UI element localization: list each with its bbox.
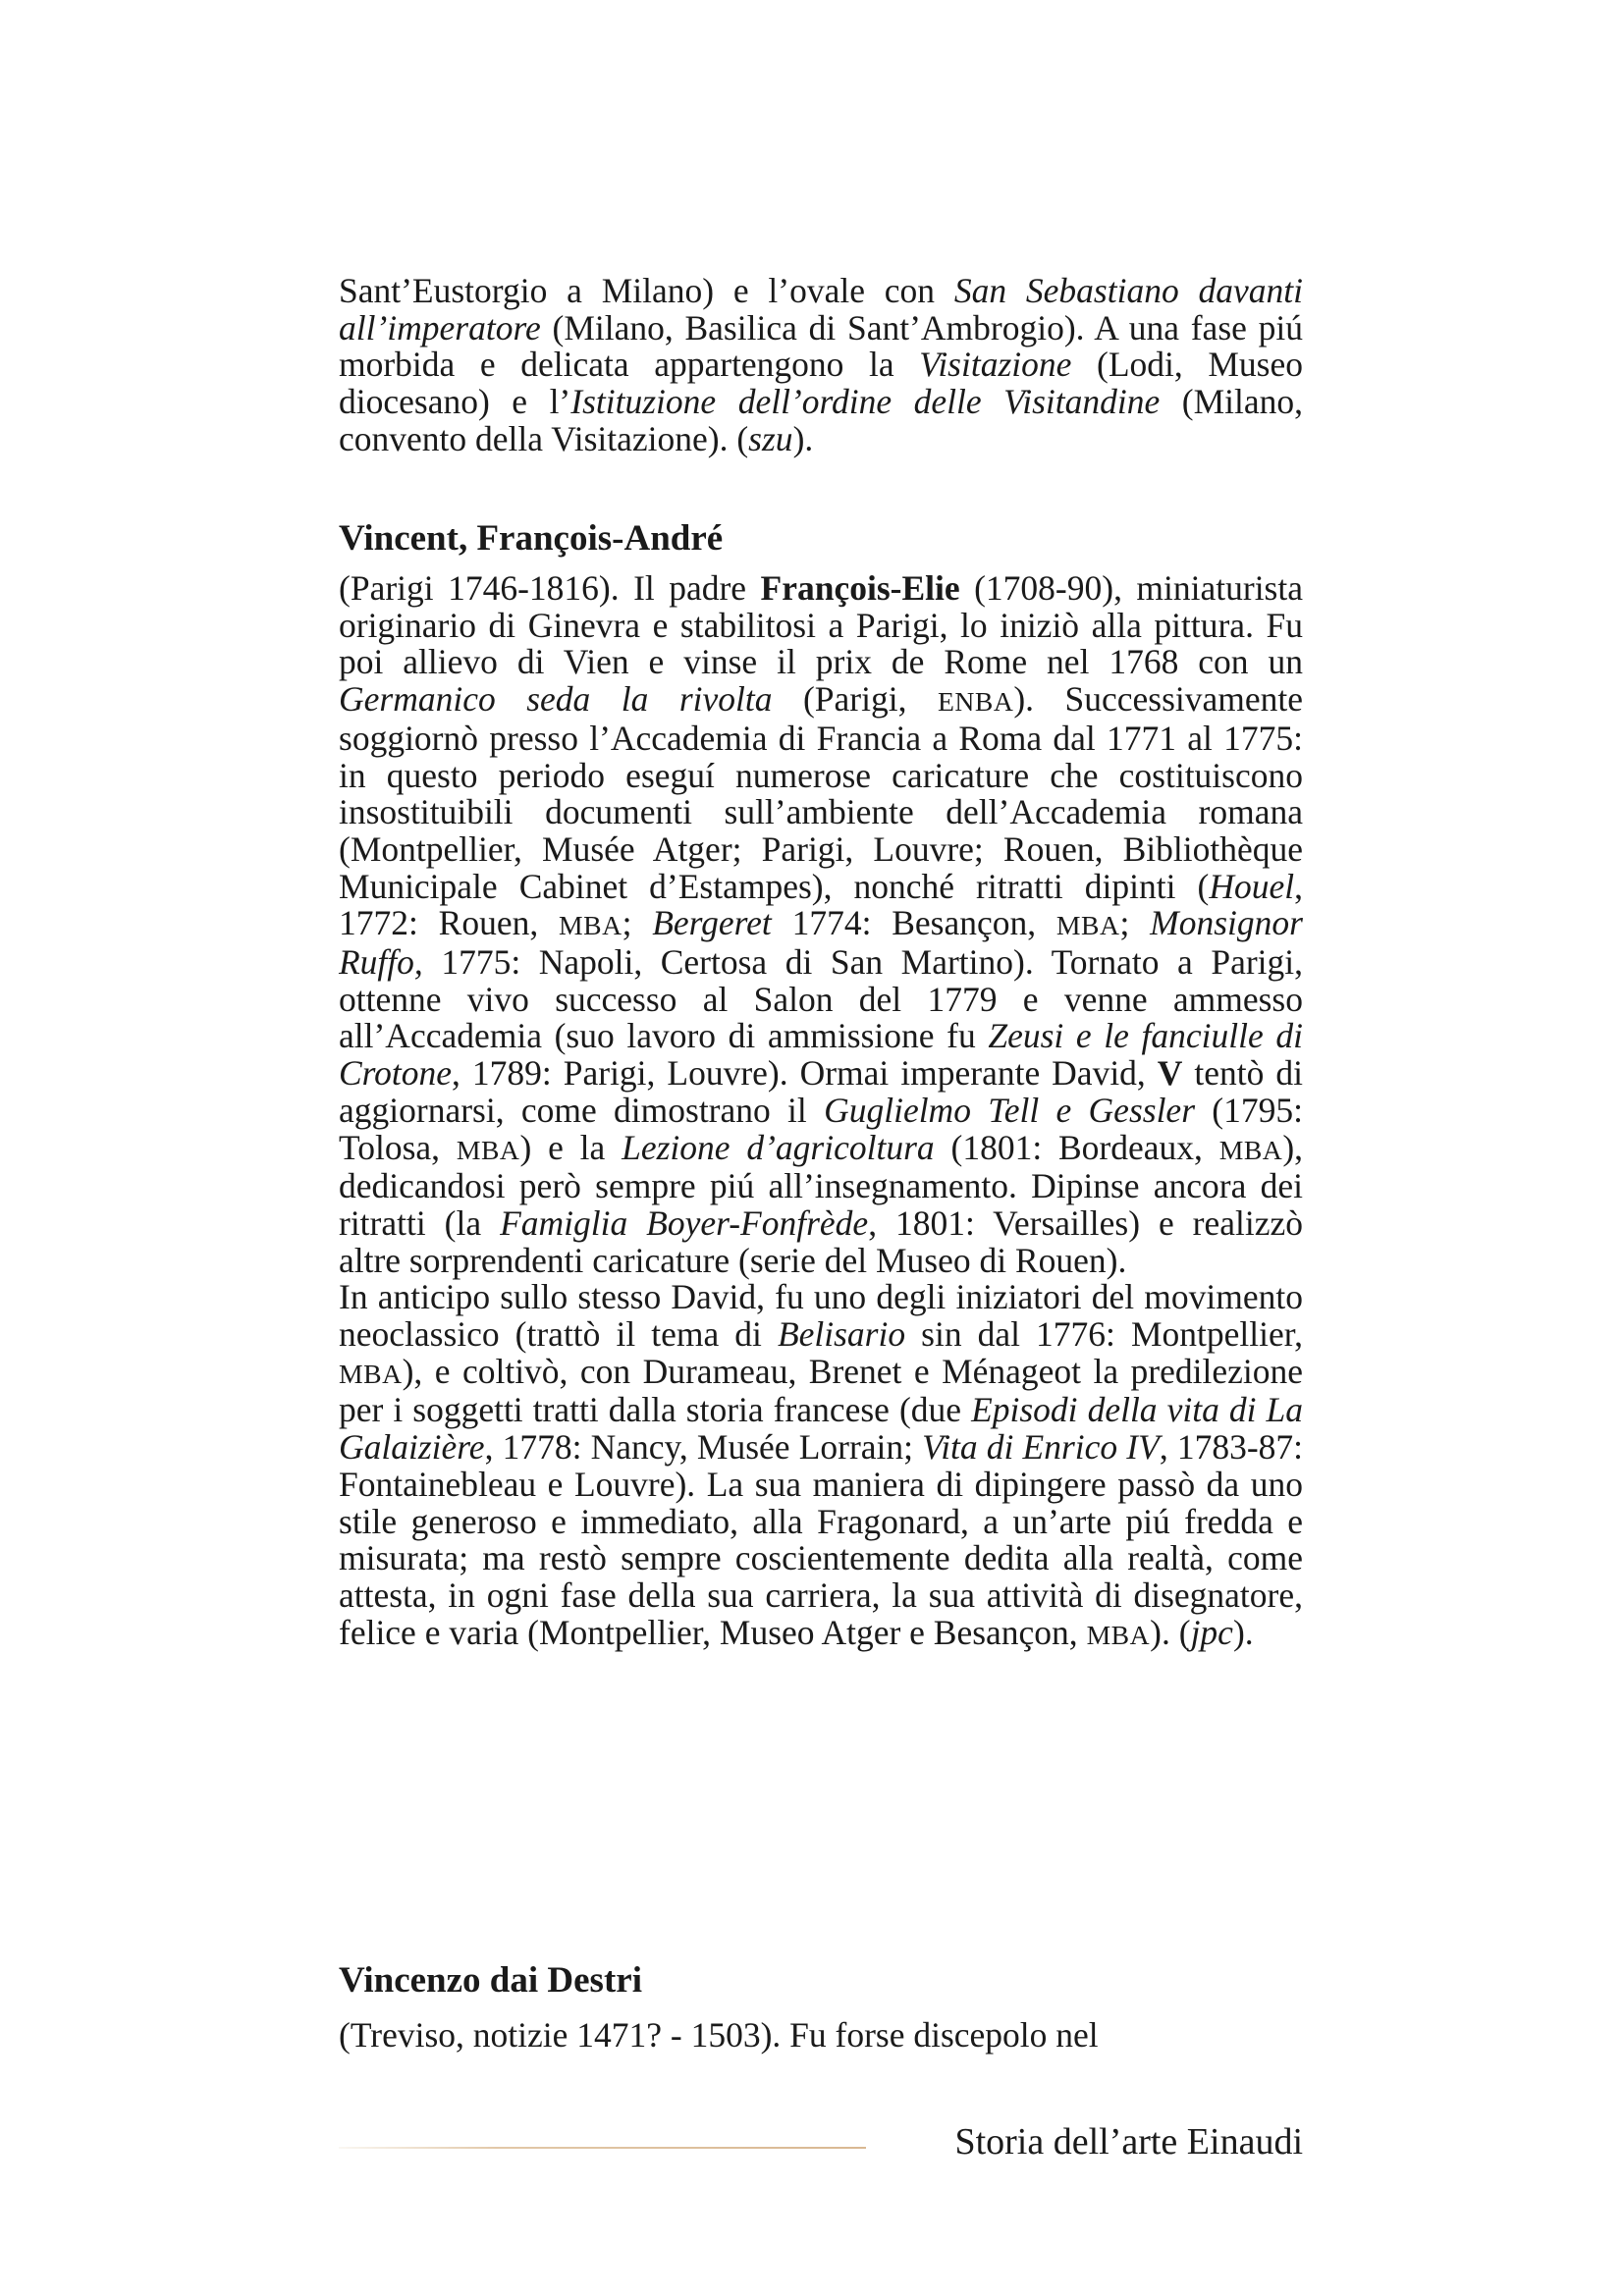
- text-run: jpc: [1190, 1612, 1233, 1652]
- text-run: ).: [792, 418, 814, 458]
- text-run: , 1778: Nancy, Musée Lorrain;: [484, 1427, 923, 1468]
- entry-paragraph: [339, 2017, 1303, 2055]
- text-run: , 1783-87: Fontainebleau e Louvre). La sua maniera di dipingere passò da uno stile generoso e immediato, alla Fragonard, a un’arte piú fredda e misurata; ma restò sempre coscientemente dedita alla realtà, come attesta, in ogni fase della sua carriera, la sua attività di disegnatore, felice e varia (Montpellier, Museo Atger e Besançon,: [339, 1427, 1304, 1652]
- text-run: ), e coltivò, con Durameau, Brenet e Ménageot la predilezione per i soggetti tratti dalla storia francese (due: [339, 1351, 1303, 1430]
- entry-body-vincenzo: [339, 2017, 1303, 2055]
- text-run: tentò di aggiornarsi, come dimostrano il: [339, 1053, 1303, 1130]
- text-run: Lezione d’agricoltura: [622, 1127, 935, 1167]
- text-run: Houel: [1209, 866, 1295, 906]
- text-run: Guglielmo Tell e Gessler: [824, 1090, 1196, 1130]
- text-run: (Milano, Basilica di Sant’Ambrogio). A una fase piú morbida e delicata appartengono la: [339, 307, 1303, 385]
- text-run: 1775: Napoli, Certosa di San Martino). Tornato a Parigi, ottenne vivo successo al Salon del 1779 e venne ammesso all’Accademia (suo lavoro di ammissione fu: [339, 942, 1303, 1056]
- text-run: , 1772: Rouen,: [339, 866, 1303, 943]
- text-run: ENBA: [937, 686, 1014, 718]
- text-run: , 1789: Parigi, Louvre). Ormai imperante David,: [452, 1053, 1158, 1094]
- text-run: Bergeret: [652, 903, 772, 943]
- entry-heading-vincent: Vincent, François-André: [339, 518, 724, 559]
- text-run: Famiglia Boyer-Fonfrède: [500, 1202, 869, 1243]
- text-run: (Treviso, notizie 1471? - 1503). Fu forse discepolo nel: [339, 2015, 1099, 2055]
- footer-publication-title: Storia dell’arte Einaudi: [954, 2121, 1303, 2163]
- text-run: Visitazione: [919, 345, 1072, 385]
- text-run: ;: [1119, 903, 1151, 943]
- text-run: Episodi della vita di La Galaizière: [339, 1390, 1303, 1468]
- text-run: In anticipo sullo stesso David, fu uno degli iniziatori del movimento neoclassico (trattò il tema di: [339, 1277, 1303, 1355]
- text-run: San Sebastiano davanti all’imperatore: [339, 271, 1303, 347]
- text-run: (1795: Tolosa,: [339, 1090, 1303, 1167]
- footer-rule: [339, 2147, 866, 2149]
- text-run: MBA: [339, 1358, 403, 1389]
- entry-heading-vincenzo: Vincenzo dai Destri: [339, 1960, 642, 2001]
- text-run: MBA: [558, 910, 622, 941]
- text-run: , 1801: Versailles) e realizzò altre sorprendenti caricature (serie del Museo di Rouen).: [339, 1202, 1303, 1280]
- text-run: Sant’Eustorgio a Milano) e l’ovale con: [339, 271, 954, 310]
- entry-body-vincent: [339, 570, 1303, 1653]
- text-run: François-Elie: [760, 568, 960, 608]
- text-run: MBA: [456, 1134, 520, 1165]
- text-run: (Parigi 1746-1816). Il padre: [339, 568, 761, 608]
- text-run: 1774: Besançon,: [771, 903, 1056, 943]
- text-run: ) e la: [519, 1127, 622, 1167]
- text-run: sin dal 1776: Montpellier,: [905, 1314, 1304, 1355]
- text-run: ).: [1232, 1612, 1254, 1652]
- text-run: Vita di Enrico IV: [922, 1427, 1160, 1468]
- text-run: Istituzione dell’ordine delle Visitandine: [570, 382, 1161, 422]
- text-run: MBA: [1218, 1134, 1283, 1165]
- text-run: ). (: [1150, 1612, 1191, 1652]
- text-run: ). Successivamente soggiornò presso l’Accademia di Francia a Roma dal 1771 al 1775: in questo periodo eseguí numerose caricature che costituiscono insostituibili documenti sull’ambiente dell’Accademia romana (Montpellier, Musée Atger; Parigi, Louvre; Rouen, Bibliothèque Municipale Cabinet d’Estampes), nonché ritratti dipinti (: [339, 679, 1304, 906]
- text-run: Monsignor Ruffo,: [339, 903, 1303, 983]
- text-run: (Milano, convento della Visitazione). (: [339, 382, 1303, 458]
- text-run: (Parigi,: [772, 679, 938, 720]
- text-run: Belisario: [777, 1314, 906, 1355]
- text-run: ;: [622, 903, 653, 943]
- text-run: Germanico seda la rivolta: [339, 679, 773, 720]
- entry-paragraph: [339, 1279, 1303, 1653]
- intro-paragraph: [339, 273, 1303, 458]
- text-run: Zeusi e le fanciulle di Crotone: [339, 1016, 1303, 1094]
- text-run: szu: [748, 418, 793, 458]
- text-run: (1708-90), miniaturista originario di Ginevra e stabilitosi a Parigi, lo iniziò alla pittura. Fu poi allievo di Vien e vinse il prix de Rome nel 1768 con un: [339, 568, 1303, 682]
- text-run: (Lodi, Museo diocesano) e l’: [339, 345, 1303, 422]
- text-run: ), dedicandosi però sempre piú all’insegnamento. Dipinse ancora dei ritratti (la: [339, 1127, 1304, 1243]
- entry-paragraph: [339, 570, 1303, 1279]
- text-run: MBA: [1055, 910, 1120, 941]
- text-run: (1801: Bordeaux,: [934, 1127, 1219, 1167]
- text-run: MBA: [1086, 1619, 1151, 1650]
- text-run: V: [1157, 1053, 1183, 1094]
